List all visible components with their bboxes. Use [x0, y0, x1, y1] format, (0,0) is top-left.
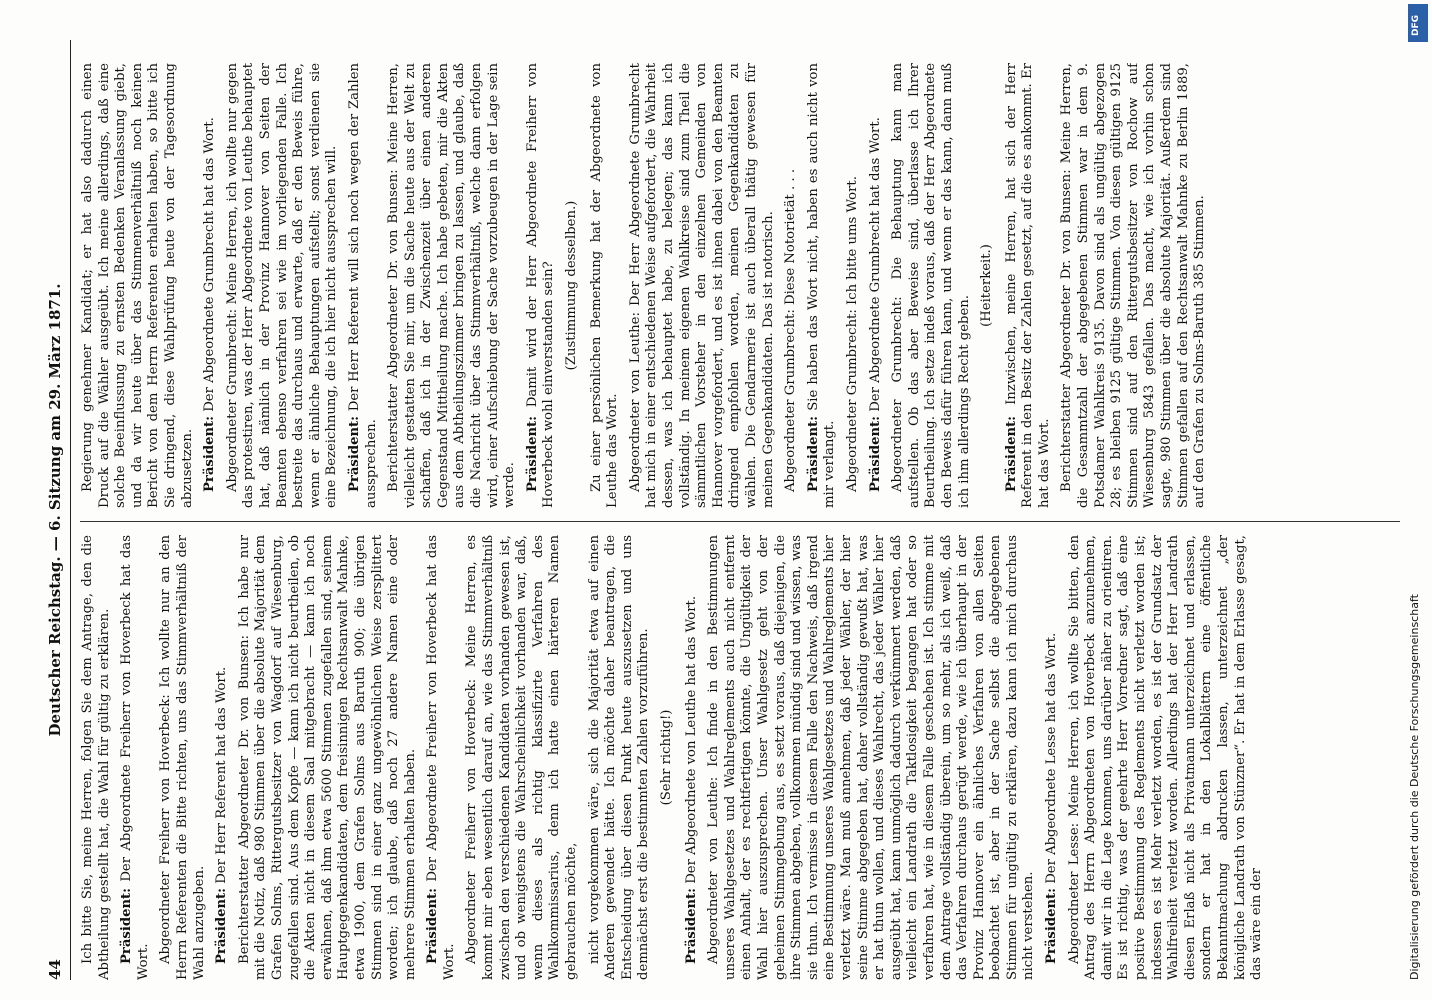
body-paragraph: Abgeordneter Grumbrecht: Die Behauptung kann man aufstellen. Ob das aber Beweise sind, überlasse ich Ihrer Beurtheilung. Ich setze indeß voraus, daß der Herr Abgeordnete den Beweis dafür führen kann, und wenn er das kann, dann muß ich ihm allerdings Recht geben.	[890, 63, 972, 508]
speaker-label: Präsident:	[214, 887, 230, 964]
speaker-label: Präsident:	[805, 415, 821, 492]
body-paragraph: Abgeordneter Lesse: Meine Herren, ich wollte Sie bitten, den Antrag des Herrn Abgeordneten von Hoverbeck anzunehmen, damit wir in die Lage kommen, uns darüber näher zu orientiren. Es ist richtig, was der geehrte Herr Vorredner sagt, daß eine positive Bestimmung des Reglements nicht verletzt worden ist; indessen es ist Mehr verletzt worden, es ist der Grundsatz der Wahlfreiheit verletzt worden. Allerdings hat der Herr Landrath diesen Erlaß nicht als Privatmann unterzeichnet und erlassen, sondern er hat in den Lokalblättern eine öffentliche Bekanntmachung abdrucken lassen, unterzeichnet „der königliche Landrath von Stünzner“. Er hat in dem Erlasse gesagt, das wäre ein der	[1066, 535, 1265, 980]
body-paragraph: Abgeordneter von Leuthe: Ich finde in den Bestimmungen unseres Wahlgesetzes und Wahlreglements auch nicht entfernt einen Anhalt, der es rechtfertigen könnte, die Ungültigkeit der Wahl hier auszusprechen. Unser Wahlgesetz geht von der geheimen Stimmgebung aus, es setzt voraus, daß diejenigen, die ihre Stimmen abgeben, vollkommen mündig sind und wissen, was sie thun. Ich vermisse in diesem Falle den Nachweis, daß irgend eine Bestimmung unseres Wahlgesetzes und Wahlreglements hier verletzt wäre. Man muß annehmen, daß jeder Wähler, der hier seine Stimme abgegeben hat, daher vollständig gewußt hat, was er hat thun wollen, und dieses Wahlrecht, das jeder Wähler hier ausgeübt hat, kann unmöglich dadurch verkümmert werden, daß vielleicht ein Landrath die Taktlosigkeit begangen hat oder so verfahren hat, wie in diesem Falle geschehen ist. Ich stimme mit dem Antrage vollständig überein, um so mehr, als ich weiß, daß das Verfahren durchaus gerügt werde, wie ich überhaupt in der Provinz Hannover ein ähnliches Verfahren von allen Seiten beobachtet ist, aber in der Sache selbst die abgegebenen Stimmen für ungültig zu erklären, dazu kann ich mich durchaus nicht verstehen.	[706, 535, 1037, 980]
body-paragraph: Abgeordneter Grumbrecht: Ich bitte ums Wort.	[844, 176, 860, 492]
body-paragraph: Abgeordneter Grumbrecht: Diese Notorietät . . .	[783, 168, 799, 492]
speaker-paragraph	[684, 535, 701, 980]
column-divider	[80, 521, 1400, 522]
speaker-label: Präsident:	[1003, 415, 1019, 492]
running-title: Deutscher Reichstag. — 6. Sitzung am 29. März 1871.	[46, 283, 64, 737]
speaker-paragraph	[119, 535, 152, 980]
body-paragraph: Zu einer persönlichen Bemerkung hat der Abgeordnete von Leuthe das Wort.	[588, 63, 621, 508]
speaker-text: Der Abgeordnete Freiherr von Hoverbeck hat das Wort.	[425, 535, 457, 980]
speaker-text: Sie haben das Wort nicht, haben es auch nicht von mir verlangt.	[805, 63, 838, 508]
speaker-paragraph	[806, 63, 839, 508]
right-column	[80, 63, 1400, 508]
speaker-paragraph	[525, 63, 558, 508]
rotated-page-content	[40, 40, 1420, 980]
speaker-text: Der Abgeordnete Grumbrecht hat das Wort.	[202, 117, 218, 412]
speaker-text: Damit wird der Herr Abgeordnete Freiherr von Hoverbeck wohl einverstanden sein?	[524, 63, 557, 508]
interjection: (Zustimmung desselben.)	[564, 200, 580, 371]
speaker-text: Inzwischen, meine Herren, hat sich der Herr Referent in den Besitz der Zahlen gesetzt, auf die es ankommt. Er hat das Wort.	[1003, 63, 1052, 508]
body-paragraph: Abgeordneter von Leuthe: Der Herr Abgeordnete Grumbrecht hat mich in einer entschiedenen Weise aufgefordert, die Wahrheit dessen, was ich behauptet habe, zu belegen; das kann ich vollständig. In meinem eigenen Wahlkreise sind zum Theil die sämmtlichen Vorsteher in den einzelnen Gemeinden von Hannover vorgefordert, und es ist ihnen dabei von den Beamten dringend empfohlen worden, meinen Gegenkandidaten zu wählen. Die Gendarmerie ist auch überall thätig gewesen für meinen Gegenkandidaten. Das ist notorisch.	[627, 63, 776, 508]
interjection: (Sehr richtig!)	[659, 709, 674, 806]
speaker-paragraph	[1044, 535, 1061, 980]
body-paragraph: Ich bitte Sie, meine Herren, folgen Sie dem Antrage, den die Abtheilung gestellt hat, die Wahl für gültig zu erklären.	[80, 535, 112, 980]
speaker-text: Der Abgeordnete Freiherr von Hoverbeck hat das Wort.	[119, 535, 151, 980]
page-header	[40, 40, 71, 980]
speaker-text: Der Abgeordnete Grumbrecht hat das Wort.	[867, 117, 883, 412]
text-columns	[80, 40, 1400, 980]
speaker-label: Präsident:	[425, 887, 441, 964]
speaker-text: Der Herr Referent will sich noch wegen der Zahlen aussprechen.	[346, 63, 379, 508]
speaker-paragraph	[202, 63, 219, 508]
digitization-credit-text: Digitalisierung gefördert durch die Deutsche Forschungsgemeinschaft	[1408, 594, 1421, 980]
body-paragraph: Regierung genehmer Kandidat; er hat also dadurch einen Druck auf die Wähler ausgeübt. Ich meine allerdings, daß eine solche Beeinflussung zu ernsten Bedenken Veranlassung giebt, und da wir heute über das Stimmenverhältniß noch keinen Bericht von dem Herrn Referenten erhalten haben, so bitte ich Sie dringend, diese Wahlprüfung heute von der Tagesordnung abzusetzen.	[80, 63, 195, 508]
speaker-text: Der Abgeordnete von Leuthe hat das Wort.	[683, 595, 699, 884]
body-paragraph: Berichterstatter Abgeordneter Dr. von Bunsen: Ich habe nur mit die Notiz, daß 980 Stimmen über die absolute Majorität dem Grafen Solms, Rittergutsbesitzer von Wagdorf auf Wiesenburg, zugefallen sind. Aus dem Kopfe — kann ich nicht beurtheilen, ob die Akten nicht in diesem Saal mitgebracht — kann ich noch erwähnen, daß ihm etwa 5600 Stimmen zugefallen sind, seinem Hauptgegenkandidaten, dem freisinnigen Rechtsanwalt Mahnke, etwa 1900, dem Grafen Solms aus Baruth 900; die übrigen Stimmen sind in einer ganz ungewöhnlichen Weise zersplittert worden; ich glaube, daß noch 27 andere Namen eine oder mehrere Stimmen erhalten haben.	[236, 535, 418, 980]
body-paragraph: Abgeordneter Grumbrecht: Meine Herren, ich wollte nur gegen das protestiren, was der Herr Abgeordnete von Leuthe behauptet hat, daß nämlich in der Provinz Hannover von Seiten der Beamten ebenso verfahren sei wie im vorliegenden Falle. Ich bestreite das durchaus und erwarte, daß er den Beweis führe, wenn er ähnliche Behauptungen aufstellt; sonst verdienen sie eine Bezeichnung, die ich hier nicht aussprechen will.	[224, 63, 340, 508]
speaker-text: Der Abgeordnete Lesse hat das Wort.	[1044, 632, 1060, 884]
speaker-label: Präsident:	[119, 887, 135, 964]
body-paragraph: Abgeordneter Freiherr von Hoverbeck: Ich wollte nur an den Herrn Referenten die Bitte richten, uns das Stimmverhältniß der Wahl anzugeben.	[158, 535, 207, 980]
speaker-paragraph	[425, 535, 458, 980]
speaker-paragraph	[868, 63, 885, 508]
digitization-credit	[1408, 20, 1426, 980]
body-paragraph: Berichterstatter Abgeordneter Dr. von Bunsen: Meine Herren, die Gesammtzahl der abgegebenen Stimmen war in dem 9. Potsdamer Wahlkreis 9135. Davon sind als ungültig abgezogen 28; es bleiben 9125 gültige Stimmen. Von diesen gültigen 9125 Stimmen sind auf den Rittergutsbesitzer von Rochow auf Wiesenburg 5843 gefallen. Das macht, wie ich vorhin schon sagte, 980 Stimmen über die absolute Majorität. Außerdem sind Stimmen gefallen auf den Rechtsanwalt Mahnke zu Berlin 1889, auf den Grafen zu Solms-Baruth 385 Stimmen.	[1059, 63, 1208, 508]
body-paragraph: Abgeordneter Freiherr von Hoverbeck: Meine Herren, es kommt mir eben wesentlich darauf an, wie das Stimmverhältniß zwischen den verschiedenen Kandidaten vorhanden gewesen ist, und ob wenigstens die Wahrscheinlichkeit vorhanden war, daß, wenn dieses als richtig klassifizirte Verfahren des Wahlkommissarius, denn ich hatte einen härteren Namen gebrauchen möchte,	[464, 535, 580, 980]
interjection: (Heiterkeit.)	[979, 244, 995, 327]
speaker-text: Der Herr Referent hat das Wort.	[214, 666, 230, 884]
body-paragraph: Berichterstatter Abgeordneter Dr. von Bunsen: Meine Herren, vielleicht gestatten Sie mir, um die Sache heute aus der Welt zu schaffen, daß ich in der Zwischenzeit über einen anderen Gegenstand Mittheilung mache. Ich habe gebeten, mir die Akten aus dem Abtheilungszimmer bringen zu lassen, und glaube, daß die Nachricht über das Stimmverhältniß, welche dann erfolgen wird, einer Aufschiebung der Sache vorzubeugen in der Lage sein werde.	[386, 63, 518, 508]
speaker-label: Präsident:	[202, 415, 218, 492]
left-column	[80, 535, 1400, 980]
speaker-label: Präsident:	[346, 415, 362, 492]
speaker-paragraph	[1004, 63, 1054, 508]
speaker-paragraph	[347, 63, 380, 508]
speaker-label: Präsident:	[524, 415, 540, 492]
speaker-label: Präsident:	[1044, 887, 1060, 964]
page-number: 44	[46, 959, 64, 980]
speaker-paragraph	[214, 535, 231, 980]
speaker-label: Präsident:	[683, 887, 699, 964]
speaker-label: Präsident:	[867, 415, 883, 492]
body-paragraph: nicht vorgekommen wäre, sich die Majorität etwa auf einen Anderen gewendet hätte. Ich möchte daher beantragen, die Entscheidung über diesen Punkt heute auszusetzen und uns demnächst erst die bestimmten Zahlen vorzuführen.	[586, 535, 652, 980]
dfg-logo-text: DFG	[1411, 14, 1421, 36]
